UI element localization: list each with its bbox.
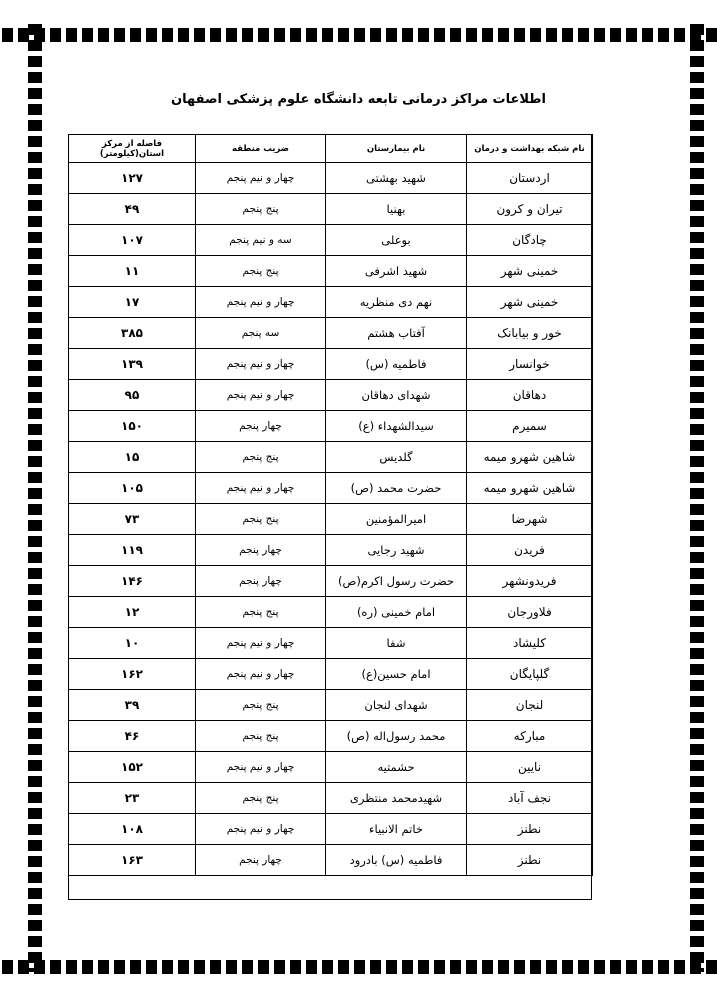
cell-network: سمیرم — [467, 411, 593, 442]
cell-hospital: شهدای دهاقان — [326, 380, 467, 411]
cell-network: خمینی شهر — [467, 287, 593, 318]
cell-distance: ۹۵ — [69, 380, 196, 411]
table-body — [69, 163, 593, 876]
cell-distance: ۱۱۹ — [69, 535, 196, 566]
cell-distance: ۱۰ — [69, 628, 196, 659]
cell-distance: ۱۰۵ — [69, 473, 196, 504]
header-distance: فاصله از مرکز استان(کیلومتر) — [69, 135, 196, 163]
cell-distance: ۱۴۶ — [69, 566, 196, 597]
cell-network: تیران و کرون — [467, 194, 593, 225]
cell-hospital: حشمتیه — [326, 752, 467, 783]
table-row — [69, 783, 593, 814]
table-row — [69, 225, 593, 256]
page-border-right — [690, 22, 704, 972]
cell-coefficient: چهار پنجم — [196, 535, 326, 566]
cell-coefficient: پنج پنجم — [196, 504, 326, 535]
page-border-bottom — [0, 960, 717, 974]
cell-hospital: گلدیس — [326, 442, 467, 473]
cell-distance: ۱۰۸ — [69, 814, 196, 845]
table-row — [69, 318, 593, 349]
table-row — [69, 752, 593, 783]
cell-distance: ۴۹ — [69, 194, 196, 225]
cell-distance: ۱۶۳ — [69, 845, 196, 876]
cell-network: نجف آباد — [467, 783, 593, 814]
table-row — [69, 845, 593, 876]
cell-hospital: شهید رجایی — [326, 535, 467, 566]
table-row — [69, 721, 593, 752]
cell-network: نایین — [467, 752, 593, 783]
cell-network: فلاورجان — [467, 597, 593, 628]
cell-hospital: سیدالشهداء (ع) — [326, 411, 467, 442]
table-row — [69, 349, 593, 380]
cell-hospital: فاطمیه (س) — [326, 349, 467, 380]
table-row — [69, 597, 593, 628]
table-row — [69, 659, 593, 690]
cell-network: خمینی شهر — [467, 256, 593, 287]
table-row — [69, 504, 593, 535]
page-border-top — [0, 28, 717, 42]
cell-network: شهرضا — [467, 504, 593, 535]
cell-network: نطنز — [467, 814, 593, 845]
cell-hospital: حضرت رسول اکرم(ص) — [326, 566, 467, 597]
cell-hospital: شهید اشرفی — [326, 256, 467, 287]
cell-distance: ۱۰۷ — [69, 225, 196, 256]
cell-network: لنجان — [467, 690, 593, 721]
table-row — [69, 814, 593, 845]
cell-coefficient: چهار و نیم پنجم — [196, 163, 326, 194]
cell-hospital: حضرت محمد (ص) — [326, 473, 467, 504]
cell-coefficient: پنج پنجم — [196, 597, 326, 628]
cell-network: فریدونشهر — [467, 566, 593, 597]
cell-network: دهاقان — [467, 380, 593, 411]
table-row — [69, 256, 593, 287]
cell-hospital: بهنیا — [326, 194, 467, 225]
cell-hospital: آفتاب هشتم — [326, 318, 467, 349]
cell-network: خور و بیابانک — [467, 318, 593, 349]
table-row — [69, 442, 593, 473]
cell-distance: ۱۳۹ — [69, 349, 196, 380]
cell-coefficient: سه و نیم پنجم — [196, 225, 326, 256]
cell-coefficient: پنج پنجم — [196, 783, 326, 814]
cell-coefficient: پنج پنجم — [196, 194, 326, 225]
cell-network: گلپایگان — [467, 659, 593, 690]
cell-distance: ۱۱ — [69, 256, 196, 287]
cell-hospital: بوعلی — [326, 225, 467, 256]
cell-network: شاهین شهرو میمه — [467, 442, 593, 473]
cell-distance: ۲۳ — [69, 783, 196, 814]
cell-hospital: خاتم الانبیاء — [326, 814, 467, 845]
page-border-left — [28, 22, 42, 972]
cell-network: فریدن — [467, 535, 593, 566]
cell-coefficient: چهار و نیم پنجم — [196, 473, 326, 504]
cell-network: اردستان — [467, 163, 593, 194]
cell-coefficient: پنج پنجم — [196, 721, 326, 752]
cell-distance: ۳۹ — [69, 690, 196, 721]
header-hospital: نام بیمارستان — [326, 135, 467, 163]
cell-distance: ۷۳ — [69, 504, 196, 535]
cell-coefficient: چهار و نیم پنجم — [196, 752, 326, 783]
cell-distance: ۳۸۵ — [69, 318, 196, 349]
cell-coefficient: پنج پنجم — [196, 690, 326, 721]
cell-distance: ۱۵ — [69, 442, 196, 473]
cell-coefficient: چهار و نیم پنجم — [196, 659, 326, 690]
cell-coefficient: سه پنجم — [196, 318, 326, 349]
cell-distance: ۱۷ — [69, 287, 196, 318]
cell-coefficient: چهار پنجم — [196, 566, 326, 597]
cell-coefficient: چهار پنجم — [196, 845, 326, 876]
table-row — [69, 287, 593, 318]
header-coefficient: ضریب منطقه — [196, 135, 326, 163]
cell-hospital: محمد رسول‌اله (ص) — [326, 721, 467, 752]
table-row — [69, 566, 593, 597]
hospitals-table — [68, 134, 593, 876]
cell-hospital: امام خمینی (ره) — [326, 597, 467, 628]
cell-hospital: شهیدمحمد منتظری — [326, 783, 467, 814]
cell-hospital: فاطمیه (س) بادرود — [326, 845, 467, 876]
cell-coefficient: پنج پنجم — [196, 256, 326, 287]
cell-network: مبارکه — [467, 721, 593, 752]
cell-network: نطنز — [467, 845, 593, 876]
cell-distance: ۱۲ — [69, 597, 196, 628]
cell-hospital: امام حسین(ع) — [326, 659, 467, 690]
table-row — [69, 380, 593, 411]
cell-coefficient: چهار و نیم پنجم — [196, 814, 326, 845]
cell-network: شاهین شهرو میمه — [467, 473, 593, 504]
cell-coefficient: چهار و نیم پنجم — [196, 287, 326, 318]
cell-distance: ۱۶۲ — [69, 659, 196, 690]
cell-coefficient: پنج پنجم — [196, 442, 326, 473]
cell-coefficient: چهار پنجم — [196, 411, 326, 442]
cell-distance: ۴۶ — [69, 721, 196, 752]
header-network: نام شبکه بهداشت و درمان — [467, 135, 593, 163]
table-row — [69, 628, 593, 659]
cell-hospital: شهدای لنجان — [326, 690, 467, 721]
cell-network: کلیشاد — [467, 628, 593, 659]
cell-distance: ۱۲۷ — [69, 163, 196, 194]
cell-hospital: شفا — [326, 628, 467, 659]
page-title: اطلاعات مراکز درمانی تابعه دانشگاه علوم پزشکی اصفهان — [171, 92, 546, 107]
cell-network: چادگان — [467, 225, 593, 256]
cell-distance: ۱۵۰ — [69, 411, 196, 442]
table-row — [69, 194, 593, 225]
table-row — [69, 163, 593, 194]
cell-hospital: نهم دی منظریه — [326, 287, 467, 318]
table-header-row — [69, 135, 593, 163]
cell-network: خوانسار — [467, 349, 593, 380]
table-row — [69, 535, 593, 566]
cell-coefficient: چهار و نیم پنجم — [196, 349, 326, 380]
cell-coefficient: چهار و نیم پنجم — [196, 628, 326, 659]
cell-coefficient: چهار و نیم پنجم — [196, 380, 326, 411]
cell-distance: ۱۵۲ — [69, 752, 196, 783]
table-row — [69, 473, 593, 504]
cell-hospital: شهید بهشتی — [326, 163, 467, 194]
cell-hospital: امیرالمؤمنین — [326, 504, 467, 535]
table-row — [69, 690, 593, 721]
table-row — [69, 411, 593, 442]
